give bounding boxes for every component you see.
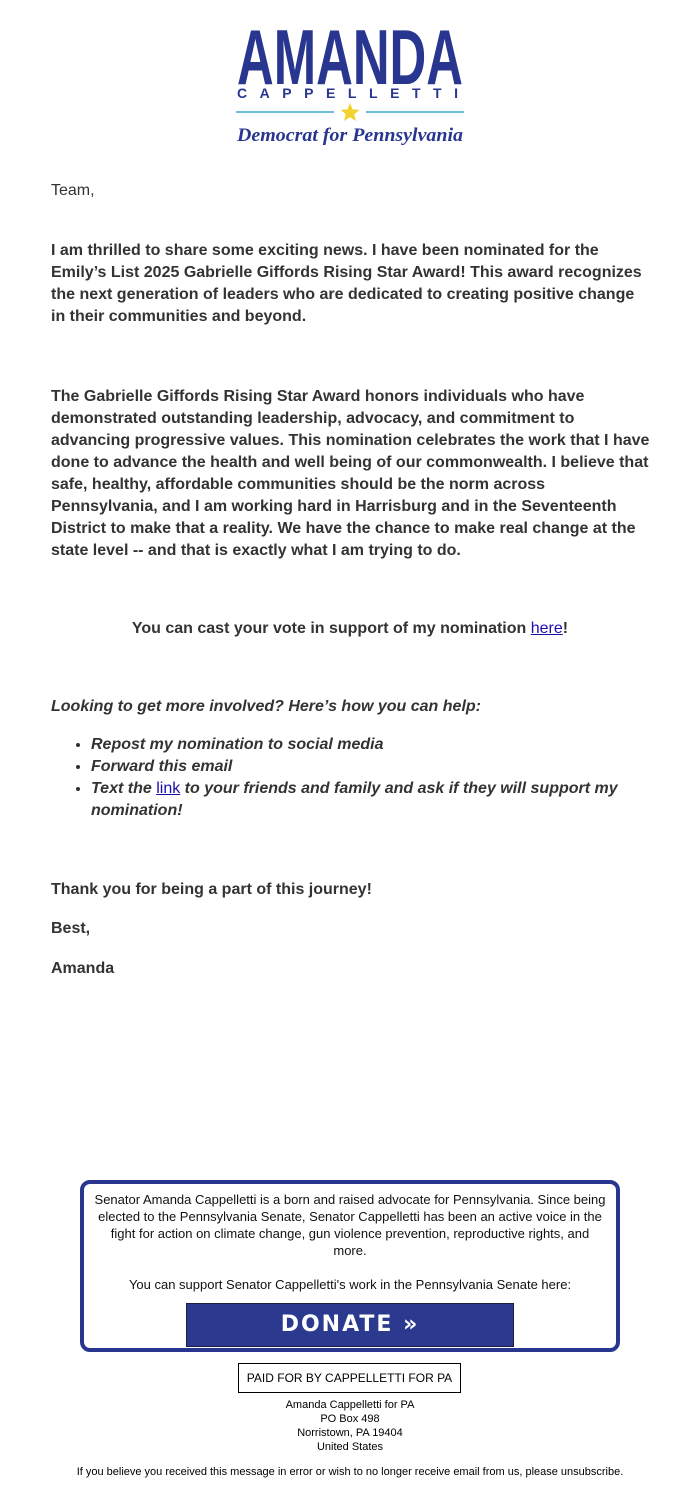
logo-last-name: CAPPELLETTI xyxy=(237,85,463,101)
address-line: PO Box 498 xyxy=(320,1413,380,1425)
donate-button[interactable]: DONATE » xyxy=(186,1303,514,1347)
signature: Amanda xyxy=(51,960,115,977)
support-text: You can support Senator Cappelletti's work in the Pennsylvania Senate here: xyxy=(128,1277,572,1292)
text-link-suffix: to your friends and family and ask if they will support my nomination! xyxy=(91,780,618,819)
footer-bio-box xyxy=(80,1180,620,1352)
vote-line xyxy=(0,618,700,640)
vote-here-link[interactable]: here xyxy=(530,620,563,637)
bio-text: Senator Amanda Cappelletti is a born and raised advocate for Pennsylvania. Since being elected to the Pennsylvania Senate, Senator Cappelletti has been an active voice in the fight for action on climate change, gun violence prevention, reproductive rights, and more. xyxy=(94,1192,606,1258)
list-item: • Repost my nomination to social media xyxy=(91,734,651,756)
greeting: Team, xyxy=(51,182,95,199)
thanks-line: Thank you for being a part of this journey! xyxy=(51,881,372,898)
closing: Best, xyxy=(51,920,91,937)
involved-heading: Looking to get more involved? Here’s how you can help: xyxy=(51,698,481,715)
paid-for-disclaimer: PAID FOR BY CAPPELLETTI FOR PA xyxy=(238,1363,461,1393)
vote-suffix: ! xyxy=(562,620,569,637)
text-link[interactable]: link xyxy=(156,780,181,797)
logo-graphic xyxy=(230,14,470,150)
address-line: Norristown, PA 19404 xyxy=(297,1427,403,1439)
unsubscribe-notice[interactable]: If you believe you received this message in error or wish to no longer receive email from us, please unsubscribe. xyxy=(76,1466,624,1478)
address-line: United States xyxy=(316,1441,384,1453)
star-icon xyxy=(341,103,360,121)
vote-text: You can cast your vote in support of my nomination xyxy=(131,620,531,637)
list-item: • Forward this email xyxy=(91,756,651,778)
logo-tagline: Democrat for Pennsylvania xyxy=(235,125,464,146)
text-link-prefix: Text the xyxy=(91,780,157,797)
paragraph-announcement: I am thrilled to share some exciting news. I have been nominated for the Emily’s List 2025 Gabrielle Giffords Rising Star Award! This award recognizes the next generation of leaders who are dedicated to creating positive change in their communities and beyond. xyxy=(51,242,642,325)
address-line: Amanda Cappelletti for PA xyxy=(285,1399,415,1411)
logo-first-name: AMANDA xyxy=(237,14,463,101)
help-list xyxy=(51,734,651,822)
list-item xyxy=(91,778,651,822)
mailing-address xyxy=(0,1398,700,1454)
paragraph-award-details: The Gabrielle Giffords Rising Star Award honors individuals who have demonstrated outstanding leadership, advocacy, and commitment to advancing progressive values. This nomination celebrates the work that I have done to advance the health and well being of our commonwealth. I believe that safe, healthy, affordable communities should be the norm across Pennsylvania, and I am working hard in Harrisburg and in the Seventeenth District to make that a reality. We have the chance to make real change at the state level -- and that is exactly what I am trying to do. xyxy=(51,388,650,559)
campaign-logo xyxy=(0,14,700,154)
